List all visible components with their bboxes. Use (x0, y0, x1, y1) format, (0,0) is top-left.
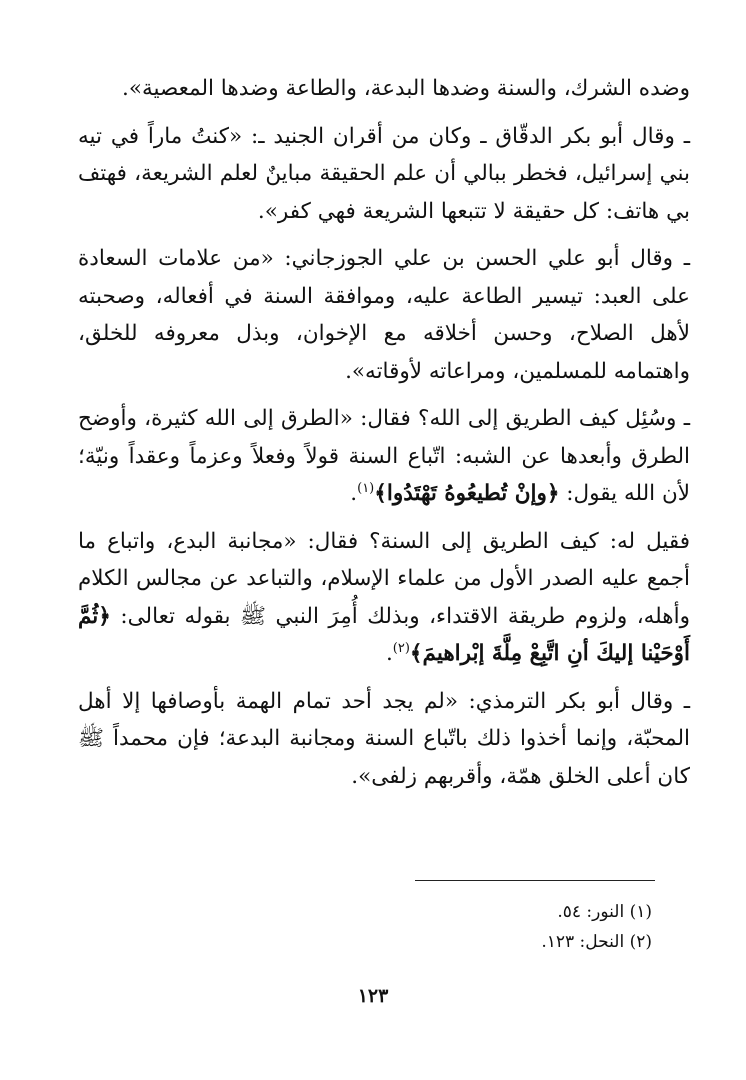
paragraph-text: ـ وقال أبو بكر الدقّاق ـ وكان من أقران الجنيد ـ: «كنتُ ماراً في تيه بني إسرائيل، فخطر ببالي أن علم الحقيقة مباينٌ لعلم الشريعة، فهتف بي هاتف: كل حقيقة لا تتبعها الشريعة فهي كفر». (78, 123, 690, 224)
paragraph-text: ـ وقال أبو علي الحسن بن علي الجوزجاني: «من علامات السعادة على العبد: تيسير الطاعة عليه، وموافقة السنة في أفعاله، وصحبته لأهل الصلاح، وحسن أخلاقه مع الإخوان، وبذل معروفه للخلق، واهتمامه للمسلمين، ومراعاته لأوقاته». (78, 246, 690, 384)
page-number: ١٢٣ (357, 985, 389, 1007)
paragraph-jawzajani (78, 240, 690, 390)
footnote-2: (٢) النحل: ١٢٣. (541, 932, 652, 952)
footnote-1: (١) النور: ٥٤. (557, 902, 652, 922)
quran-verse: ﴿ثُمَّ أَوْحَيْنا إليكَ أنِ اتَّبِعْ مِلَّةَ إبْراهيمَ﴾ (78, 603, 690, 666)
paragraph-path-to-sunnah (78, 523, 690, 673)
footnote-divider (415, 880, 655, 881)
footnotes (380, 897, 652, 957)
paragraph-text: فقيل له: كيف الطريق إلى السنة؟ فقال: «مجانبة البدع، واتباع ما أجمع عليه الصدر الأول من علماء الإسلام، والتباعد عن مجالس الكلام وأهله، ولزوم طريقة الاقتداء، وبذلك أُمِرَ النبي ﷺ بقوله تعالى: (78, 528, 690, 629)
quran-verse: ﴿وإنْ تُطيعُوهُ تَهْتَدُوا﴾ (374, 481, 560, 506)
main-text (78, 70, 690, 805)
paragraph-text: وضده الشرك، والسنة وضدها البدعة، والطاعة وضدها المعصية». (122, 76, 690, 101)
paragraph-shirk-sunnah (78, 70, 690, 108)
paragraph-text: ـ وقال أبو بكر الترمذي: «لم يجد أحد تمام الهمة بأوصافها إلا أهل المحبّة، وإنما أخذوا ذلك باتّباع السنة ومجانبة البدعة؛ فإن محمداً ﷺ كان أعلى الخلق همّة، وأقربهم زلفى». (78, 688, 690, 789)
footnote-ref: (٢) (392, 640, 410, 656)
paragraph-tirmidhi (78, 683, 690, 796)
footnote-ref: (١) (357, 480, 375, 496)
paragraph-text: ـ وسُئِل كيف الطريق إلى الله؟ فقال: «الطرق إلى الله كثيرة، وأوضح الطرق وأبعدها عن الشبه: اتّباع السنة قولاً وفعلاً وعزماً وعقداً ونيّة؛ لأن الله يقول: (78, 406, 690, 506)
paragraph-end: . (350, 481, 358, 506)
paragraph-end: . (385, 641, 393, 666)
paragraph-abu-bakr-daqqaq (78, 118, 690, 231)
paragraph-path-to-god (78, 400, 690, 513)
